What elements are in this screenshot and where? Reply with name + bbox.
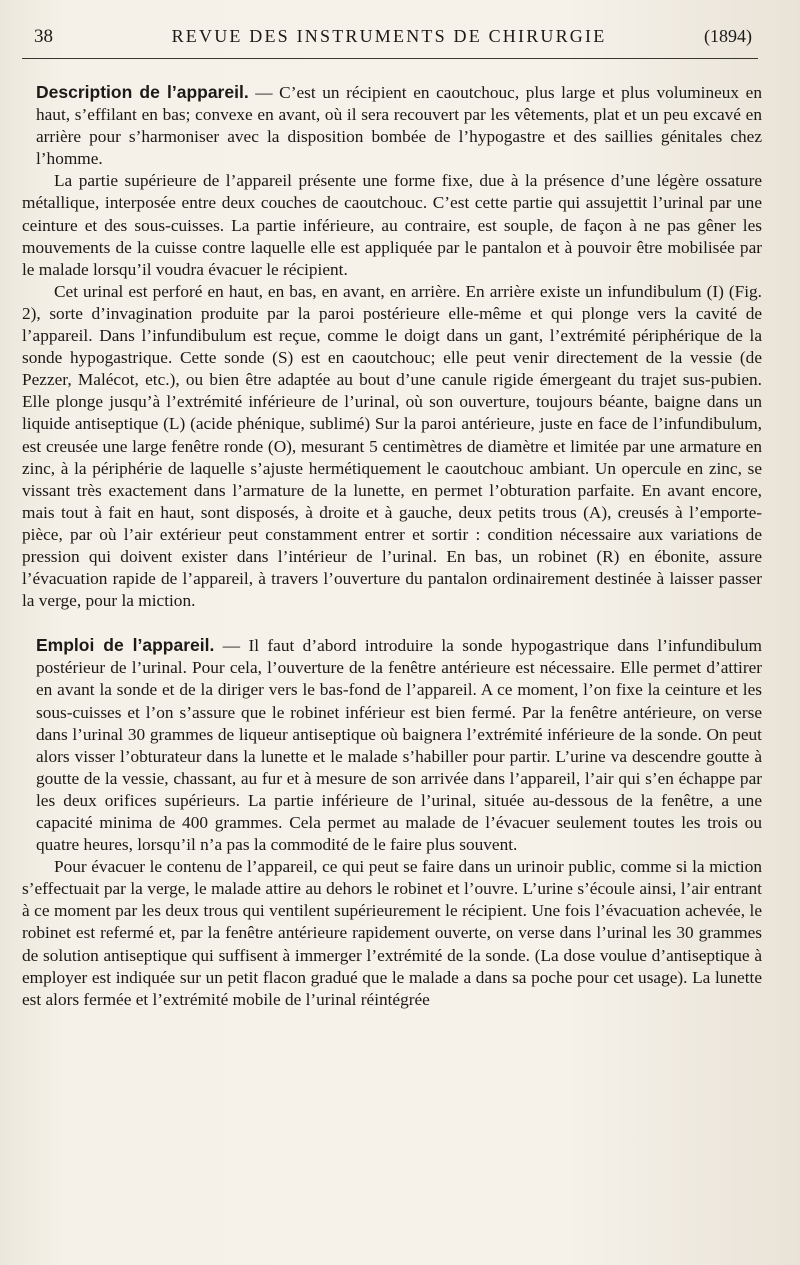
- paragraph-text: — Il faut d’abord introduire la sonde hypogastrique dans l’infundibulum postérieur de l’urinal. Pour cela, l’ouverture de la fenêtre antérieure est nécessaire. Elle permet d’attirer en avant la sonde et de la diriger vers le bas-fond de l’appareil. A ce moment, l’on fixe la ceinture et les sous-cuisses et l’on s’assure que le robinet inférieur est bien fermé. Par la fenêtre antérieure, on verse dans l’urinal 30 grammes de liqueur antiseptique où baignera l’extrémité inférieure de la sonde. On peut alors visser l’obturateur dans la lunette et le malade s’habiller pour partir. L’urine va descendre goutte à goutte de la vessie, chassant, au fur et à mesure de son arrivée dans l’appareil, l’air qui s’en échappe par les deux orifices supérieurs. La partie inférieure de l’urinal, située au-dessous de la fenêtre, a une capacité minima de 400 grammes. Cela permet au malade de l’évacuer seulement toutes les trois ou quatre heures, lorsqu’il n’a pas la commodité de le faire plus souvent.: [36, 636, 762, 855]
- paragraph: [22, 81, 762, 170]
- section-heading: Description de l’appareil.: [36, 82, 249, 102]
- section-emploi: [22, 634, 762, 1011]
- year: (1894): [704, 26, 752, 46]
- page-number: 38: [34, 26, 53, 47]
- running-header: [22, 26, 762, 48]
- header-rule: [22, 58, 758, 59]
- paragraph: La partie supérieure de l’appareil présente une forme fixe, due à la présence d’une légère ossature métallique, interposée entre deux couches de caoutchouc. C’est cette partie qui assujettit l’urinal par une ceinture et des sous-cuisses. La partie inférieure, au contraire, est souple, de façon à ne pas gêner les mouvements de la cuisse contre laquelle elle est appliquée par le pantalon et à pouvoir être mobilisée par le malade lorsqu’il voudra évacuer le récipient.: [22, 171, 762, 279]
- paragraph: Pour évacuer le contenu de l’appareil, ce qui peut se faire dans un urinoir public, comme si la miction s’effectuait par la verge, le malade attire au dehors le robinet et l’ouvre. L’urine s’écoule ainsi, l’air entrant à ce moment par les deux trous qui ventilent supérieurement le récipient. Une fois l’évacuation achevée, le robinet est refermé et, par la fenêtre antérieure rapidement ouverte, on verse dans l’urinal les 30 grammes de solution antiseptique qui suffisent à immerger l’extrémité de la sonde. (La dose voulue d’antiseptique à employer est indiquée sur un petit flacon gradué que le malade a dans sa poche pour cet usage). La lunette est alors fermée et l’extrémité mobile de l’urinal réintégrée: [22, 857, 762, 1009]
- paragraph: [22, 634, 762, 856]
- paragraph: Cet urinal est perforé en haut, en bas, en avant, en arrière. En arrière existe un infundibulum (I) (Fig. 2), sorte d’invagination produite par la paroi postérieure elle-même et qui plonge vers la cavité de l’appareil. Dans l’infundibulum est reçue, comme le doigt dans un gant, l’extrémité périphérique de la sonde hypogastrique. Cette sonde (S) est en caoutchouc; elle peut venir directement de la vessie (de Pezzer, Malécot, etc.), ou bien être adaptée au bout d’une canule rigide émergeant du trajet sus-pubien. Elle plonge jusqu’à l’extrémité inférieure de l’urinal, où son ouverture, toujours béante, baigne dans un liquide antiseptique (L) (acide phénique, sublimé) Sur la paroi antérieure, juste en face de l’infundibulum, est creusée une large fenêtre ronde (O), mesurant 5 centimètres de diamètre et limitée par une armature en zinc, à la périphérie de laquelle s’ajuste hermétiquement le caoutchouc ambiant. Un opercule en zinc, se vissant très exactement dans l’armature de la lunette, en permet l’obturation parfaite. En avant encore, mais tout à fait en haut, sont disposés, à droite et à gauche, deux petits trous (A), creusés à l’emporte-pièce, par où l’air extérieur peut constamment entrer et sortir : condition nécessaire aux variations de pression qui doivent exister dans l’intérieur de l’urinal. En bas, un robinet (R) en ébonite, assure l’évacuation rapide de l’appareil, à travers l’ouverture du pantalon ordinairement destinée à laisser passer la verge, pour la miction.: [22, 281, 762, 611]
- paragraph-text: — C’est un récipient en caoutchouc, plus large et plus volumineux en haut, s’effilant en bas; convexe en avant, où il sera recouvert par les vêtements, plat et un peu excavé en arrière pour s’harmoniser avec la disposition bombée de l’hypogastre et des saillies génitales chez l’homme.: [36, 83, 762, 169]
- section-gap: [22, 612, 762, 634]
- running-title: REVUE DES INSTRUMENTS DE CHIRURGIE: [171, 26, 607, 46]
- section-heading: Emploi de l’appareil.: [36, 635, 215, 656]
- section-description: [22, 81, 762, 612]
